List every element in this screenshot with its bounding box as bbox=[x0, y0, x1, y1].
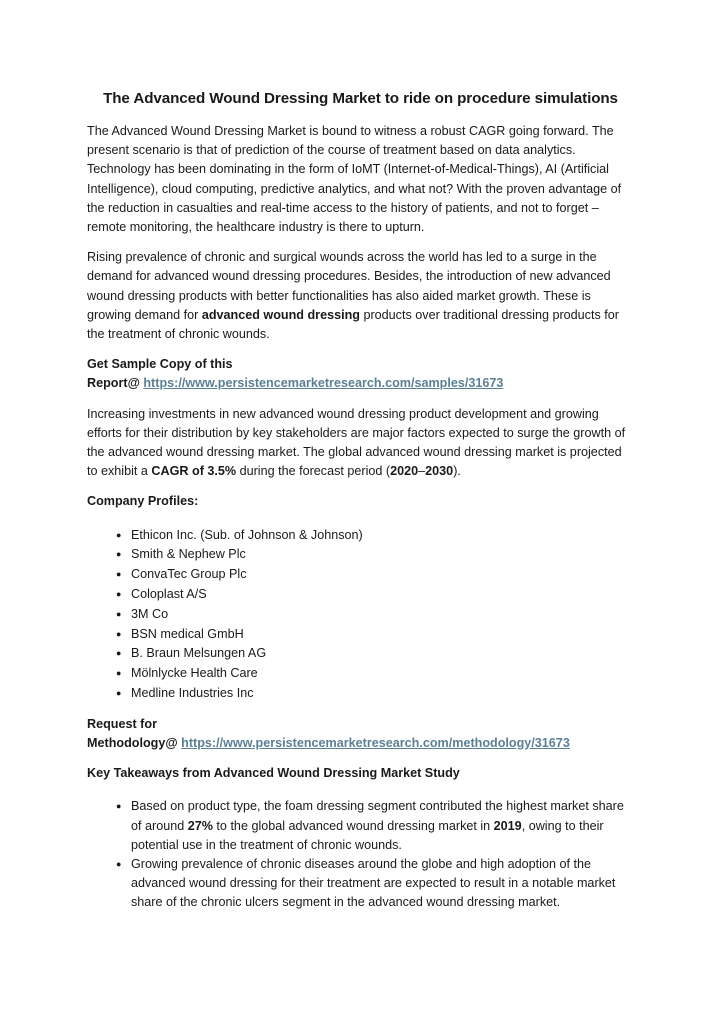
intro-paragraph: The Advanced Wound Dressing Market is bound to witness a robust CAGR going forward. The present scenario is that of prediction of the course of treatment based on data analytics. Technology has been dominating in the form of IoMT (Internet-of-Medical-Things), AI (Artificial Intelligence), cloud computing, predictive analytics, and what not? With the proven advantage of the reduction in casualties and real-time access to the history of patients, and not to forget – remote monitoring, the healthcare industry is there to upturn. bbox=[87, 124, 622, 235]
list-item bbox=[116, 855, 634, 913]
methodology-request-block bbox=[87, 715, 634, 753]
company-list bbox=[87, 526, 634, 704]
list-item bbox=[116, 797, 634, 855]
key-takeaways-heading: Key Takeaways from Advanced Wound Dressing Market Study bbox=[87, 766, 460, 781]
company-name: Ethicon Inc. (Sub. of Johnson & Johnson) bbox=[131, 527, 363, 542]
bullet-icon: ● bbox=[116, 529, 122, 540]
sample-link[interactable]: https://www.persistencemarketresearch.com/samples/31673 bbox=[143, 376, 504, 391]
company-name: BSN medical GmbH bbox=[131, 626, 244, 641]
list-item bbox=[116, 545, 634, 565]
takeaway-text-3: , owing to their potential use in the treatment of chronic wounds. bbox=[131, 818, 604, 852]
methodology-label-line1: Request for bbox=[87, 716, 157, 731]
year-end-bold: 2030 bbox=[425, 464, 454, 479]
list-item bbox=[116, 684, 634, 704]
takeaways-list bbox=[87, 797, 634, 912]
bullet-icon: ● bbox=[116, 859, 122, 870]
investment-paragraph bbox=[87, 405, 634, 482]
company-name: 3M Co bbox=[131, 606, 169, 621]
methodology-label-line2: Methodology@ bbox=[87, 736, 178, 751]
prevalence-text-2: products over traditional dressing products for the treatment of chronic wounds. bbox=[87, 307, 619, 342]
takeaway-text: Growing prevalence of chronic diseases around the globe and high adoption of the advanced wound dressing for their treatment are expected to result in a notable market share of the chronic ulcers segment in the advanced wound dressing market. bbox=[131, 857, 616, 910]
list-item bbox=[116, 585, 634, 605]
bullet-icon: ● bbox=[116, 688, 122, 699]
year-bold: 2019 bbox=[493, 818, 522, 833]
list-item bbox=[116, 644, 634, 664]
takeaway-text-1: Based on product type, the foam dressing segment contributed the highest market share of around bbox=[131, 799, 624, 833]
prevalence-paragraph bbox=[87, 248, 634, 344]
list-item bbox=[116, 565, 634, 585]
year-start-bold: 2020 bbox=[390, 464, 419, 479]
sample-label-line2: Report@ bbox=[87, 376, 140, 391]
company-name: Coloplast A/S bbox=[131, 587, 207, 602]
investment-text-3: ). bbox=[453, 464, 461, 479]
company-name: B. Braun Melsungen AG bbox=[131, 646, 267, 661]
list-item bbox=[116, 664, 634, 684]
bullet-icon: ● bbox=[116, 648, 122, 659]
list-item bbox=[116, 526, 634, 546]
methodology-link[interactable]: https://www.persistencemarketresearch.com/methodology/31673 bbox=[181, 736, 570, 751]
prevalence-bold: advanced wound dressing bbox=[201, 307, 360, 322]
sample-label-line1: Get Sample Copy of this bbox=[87, 357, 233, 372]
company-profiles-heading: Company Profiles: bbox=[87, 494, 199, 509]
company-name: Medline Industries Inc bbox=[131, 686, 254, 701]
share-bold: 27% bbox=[187, 818, 213, 833]
bullet-icon: ● bbox=[116, 668, 122, 679]
list-item bbox=[116, 625, 634, 645]
year-dash: – bbox=[418, 464, 426, 479]
takeaway-text-2: to the global advanced wound dressing market in bbox=[212, 818, 494, 833]
bullet-icon: ● bbox=[116, 569, 122, 580]
bullet-icon: ● bbox=[116, 549, 122, 560]
list-item bbox=[116, 605, 634, 625]
bullet-icon: ● bbox=[116, 589, 122, 600]
sample-request-block bbox=[87, 355, 634, 393]
company-name: Smith & Nephew Plc bbox=[131, 547, 246, 562]
bullet-icon: ● bbox=[116, 608, 122, 619]
bullet-icon: ● bbox=[116, 628, 122, 639]
document-title: The Advanced Wound Dressing Market to ride on procedure simulations bbox=[103, 90, 618, 107]
prevalence-text-1: Rising prevalence of chronic and surgical wounds across the world has led to a surge in the demand for advanced wound dressing procedures. Besides, the introduction of new advanced wound dressing products with better functionalities has also aided market growth. These is growing demand for bbox=[87, 250, 611, 322]
company-name: ConvaTec Group Plc bbox=[131, 567, 247, 582]
cagr-bold: CAGR of 3.5% bbox=[151, 464, 237, 479]
company-name: Mölnlycke Health Care bbox=[131, 666, 258, 681]
bullet-icon: ● bbox=[116, 801, 122, 812]
investment-text-1: Increasing investments in new advanced wound dressing product development and growing efforts for their distribution by key stakeholders are major factors expected to surge the growth of the advanced wound dressing market. The global advanced wound dressing market is projected to exhibit a bbox=[87, 406, 626, 479]
investment-text-2: during the forecast period ( bbox=[236, 464, 391, 479]
